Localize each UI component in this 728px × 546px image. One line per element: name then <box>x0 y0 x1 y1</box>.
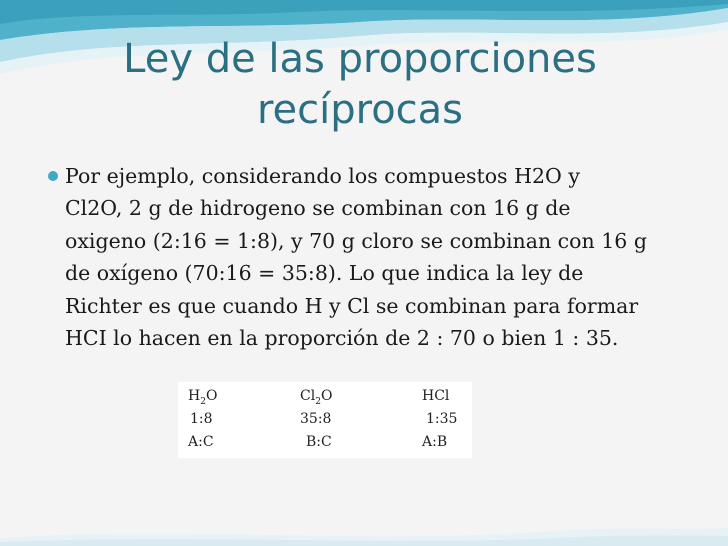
bullet-line: Cl2O, 2 g de hidrogeno se combinan con 16 g de <box>65 196 571 221</box>
ratio-cl2o: 35:8 <box>300 411 332 427</box>
ratio-h2o: 1:8 <box>190 411 213 427</box>
bullet-line: de oxígeno (70:16 = 35:8). Lo que indica la ley de <box>65 261 584 286</box>
bullet-line: HCI lo hacen en la proporción de 2 : 70 o bien 1 : 35. <box>65 326 619 351</box>
title-line-2: recíprocas <box>256 87 464 133</box>
pair-cl2o: B:C <box>306 434 332 450</box>
ratio-hcl: 1:35 <box>426 411 458 427</box>
bullet-dot-icon <box>48 171 58 181</box>
formula-hcl: HCl <box>422 388 450 404</box>
pair-hcl: A:B <box>422 434 448 450</box>
formula-h2o: $H_2O$ <box>188 388 218 407</box>
slide-title <box>60 34 660 136</box>
ratio-table-image <box>178 382 472 458</box>
formula-cl2o: $Cl_2O$ <box>300 388 333 407</box>
bullet-line: Por ejemplo, considerando los compuestos H2O y <box>65 164 580 188</box>
bullet-text <box>65 160 705 354</box>
footer-wave-decoration <box>0 516 728 546</box>
bullet-line: oxigeno (2:16 = 1:8), y 70 g cloro se combinan con 16 g <box>65 228 647 253</box>
bullet-line: Richter es que cuando H y Cl se combinan para formar <box>65 293 639 318</box>
pair-h2o: A:C <box>188 434 214 450</box>
title-line-1: Ley de las proporciones <box>123 36 597 82</box>
